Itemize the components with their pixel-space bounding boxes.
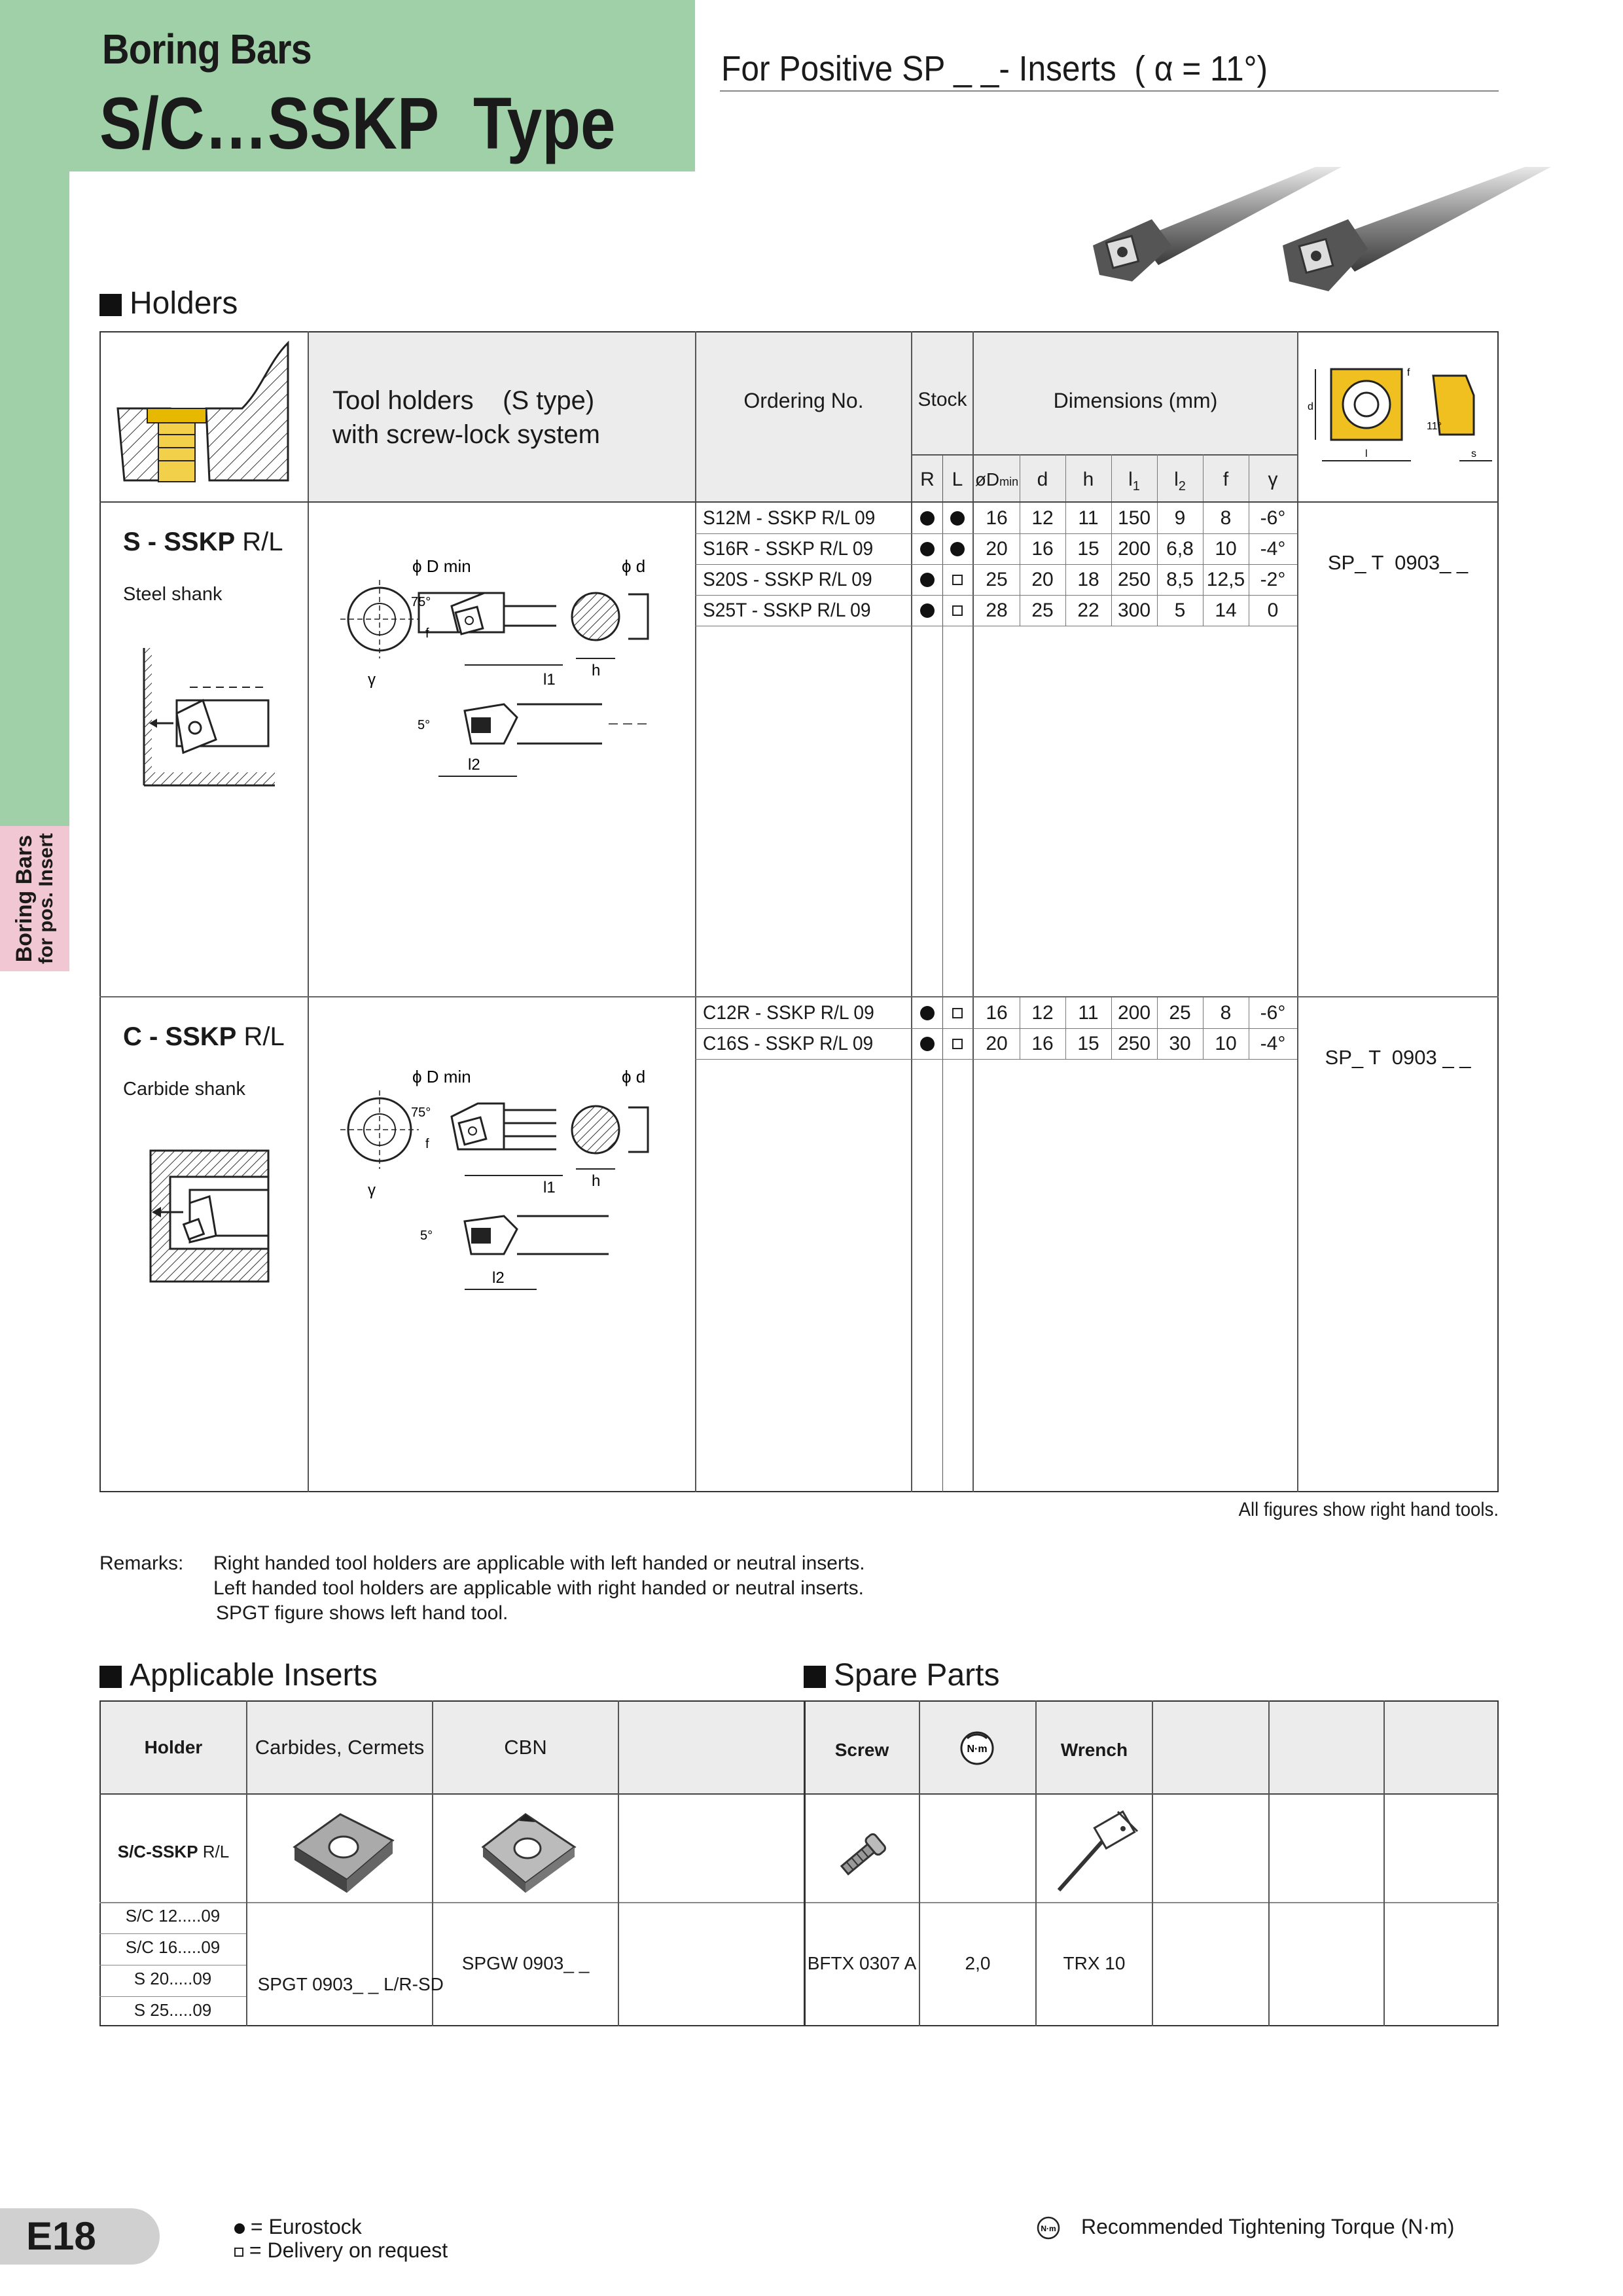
remarks-line-2: Left handed tool holders are applicable with right handed or neutral inserts. bbox=[213, 1577, 864, 1599]
eurostock-dot-icon bbox=[912, 595, 942, 626]
label-f: f bbox=[425, 626, 429, 641]
header-column-divider bbox=[1157, 454, 1158, 501]
bullet-square-icon bbox=[99, 294, 122, 316]
screw-icon bbox=[827, 1825, 893, 1890]
dimension-cell: 20 bbox=[1031, 569, 1054, 590]
group-s-shank: Steel shank bbox=[123, 584, 223, 605]
side-tab-line1: Boring Bars bbox=[12, 834, 37, 963]
holders-heading: Holders bbox=[99, 285, 238, 321]
dot-icon bbox=[234, 2223, 245, 2234]
carbide-insert-value: SPGT 0903_ _ L/R-SD bbox=[257, 1974, 444, 1994]
eurostock-dot-icon bbox=[912, 1028, 942, 1059]
label-h: h bbox=[592, 662, 601, 679]
group-c-insert: SP_ T 0903 _ _ bbox=[1325, 1046, 1471, 1069]
holders-desc-line1: Tool holders (S type) bbox=[332, 386, 595, 415]
svg-text:N·m: N·m bbox=[967, 1744, 988, 1755]
header-rule bbox=[720, 90, 1499, 92]
dimension-cell: 18 bbox=[1077, 569, 1099, 590]
col-ordering: Ordering No. bbox=[743, 389, 864, 412]
dimension-cell: 250 bbox=[1117, 1033, 1151, 1054]
delivery-square-icon bbox=[942, 564, 972, 595]
bullet-square-icon bbox=[804, 1666, 826, 1688]
subcol-f: f bbox=[1222, 469, 1229, 490]
side-tab bbox=[0, 826, 69, 971]
holders-footnote: All figures show right hand tools. bbox=[1238, 1499, 1499, 1520]
dimension-cell: 300 bbox=[1117, 600, 1151, 621]
c-label-d: ϕ d bbox=[622, 1067, 646, 1086]
label-dmin: ϕ D min bbox=[412, 556, 471, 576]
label-5: 5° bbox=[418, 718, 431, 732]
dimension-cell: 8 bbox=[1220, 507, 1232, 529]
subcol-l1: $l_1$ bbox=[1128, 469, 1140, 493]
column-divider bbox=[1157, 503, 1158, 626]
group-c-shank: Carbide shank bbox=[123, 1079, 245, 1100]
dimension-cell: 11 bbox=[1078, 507, 1099, 529]
remarks-line-1: Right handed tool holders are applicable with left handed or neutral inserts. bbox=[213, 1552, 865, 1574]
eurostock-dot-icon bbox=[912, 503, 942, 533]
ordering-number: C12R - SSKP R/L 09 bbox=[703, 1002, 874, 1024]
ordering-number: C16S - SSKP R/L 09 bbox=[703, 1033, 874, 1054]
dimension-cell: 5 bbox=[1174, 600, 1186, 621]
header-subtitle: For Positive SP _ _- Inserts ( α = 11°) bbox=[721, 49, 1268, 88]
dimension-cell: -4° bbox=[1260, 1033, 1286, 1054]
col-wrench: Wrench bbox=[1060, 1740, 1128, 1760]
svg-text:11°: 11° bbox=[1427, 421, 1442, 432]
label-75: 75° bbox=[411, 595, 431, 609]
cbn-insert-value: SPGW 0903_ _ bbox=[461, 1953, 590, 1973]
dimension-cell: 15 bbox=[1077, 1033, 1099, 1054]
subcol-d: d bbox=[1037, 469, 1048, 490]
remarks-line-3: SPGT figure shows left hand tool. bbox=[216, 1602, 508, 1624]
screw-value: BFTX 0307 A bbox=[807, 1953, 917, 1973]
dimension-cell: 20 bbox=[986, 1033, 1008, 1054]
label-l2: l2 bbox=[468, 756, 480, 774]
boring-bar-photo bbox=[1080, 167, 1577, 298]
c-label-h: h bbox=[592, 1172, 601, 1190]
dimension-cell: 250 bbox=[1117, 569, 1151, 590]
column-divider bbox=[1111, 503, 1112, 626]
eurostock-dot-icon bbox=[912, 997, 942, 1028]
spgw-insert-image bbox=[470, 1801, 581, 1899]
dimension-cell: 8 bbox=[1220, 1002, 1232, 1024]
torque-legend: Recommended Tightening Torque (N·m) bbox=[1081, 2215, 1455, 2238]
header-column-divider bbox=[1065, 454, 1066, 501]
torque-value: 2,0 bbox=[965, 1953, 991, 1973]
ordering-number: S20S - SSKP R/L 09 bbox=[703, 569, 872, 590]
delivery-square-icon bbox=[942, 1028, 972, 1059]
dimension-cell: 25 bbox=[1031, 600, 1054, 621]
dimension-cell: 8,5 bbox=[1166, 569, 1194, 590]
subcol-r: R bbox=[920, 469, 935, 490]
dimension-cell: -6° bbox=[1260, 1002, 1286, 1024]
legend-eurostock: = Eurostock bbox=[234, 2215, 362, 2239]
insert-dimension-drawing bbox=[1302, 336, 1495, 497]
column-divider bbox=[1203, 503, 1204, 626]
bullet-square-icon bbox=[99, 1666, 122, 1688]
c-dimension-drawing bbox=[340, 1064, 668, 1300]
eurostock-dot-icon bbox=[942, 533, 972, 564]
remarks-label: Remarks: bbox=[99, 1552, 184, 1574]
dimension-cell: 6,8 bbox=[1166, 538, 1194, 560]
holder-row-4: S 25.....09 bbox=[134, 2000, 212, 2020]
column-divider bbox=[1111, 997, 1112, 1059]
row-divider bbox=[695, 1059, 1297, 1060]
spgt-insert-image bbox=[281, 1801, 399, 1899]
dimension-cell: -4° bbox=[1260, 538, 1286, 560]
dimension-cell: 12 bbox=[1031, 1002, 1054, 1024]
column-divider bbox=[1065, 997, 1066, 1059]
s-dimension-drawing bbox=[340, 554, 668, 789]
eurostock-dot-icon bbox=[912, 533, 942, 564]
square-icon bbox=[234, 2248, 243, 2257]
dimension-cell: 30 bbox=[1169, 1033, 1191, 1054]
dimension-cell: 0 bbox=[1267, 600, 1279, 621]
dimension-cell: 25 bbox=[986, 569, 1008, 590]
col-screw: Screw bbox=[834, 1740, 889, 1760]
wrench-value: TRX 10 bbox=[1063, 1953, 1126, 1973]
dimension-cell: 22 bbox=[1077, 600, 1099, 621]
col-cbn: CBN bbox=[504, 1736, 547, 1759]
dimension-cell: 200 bbox=[1117, 1002, 1151, 1024]
dimension-cell: 14 bbox=[1215, 600, 1237, 621]
dimension-cell: 25 bbox=[1169, 1002, 1191, 1024]
legend-delivery: = Delivery on request bbox=[234, 2238, 448, 2263]
dimension-cell: 150 bbox=[1117, 507, 1151, 529]
header-category: Boring Bars bbox=[102, 26, 312, 73]
header-column-divider bbox=[1111, 454, 1112, 501]
screw-lock-section-drawing bbox=[111, 336, 301, 497]
header-column-divider bbox=[1203, 454, 1204, 501]
dimension-cell: 15 bbox=[1077, 538, 1099, 560]
page-number: E18 bbox=[26, 2214, 96, 2258]
column-divider bbox=[1203, 997, 1204, 1059]
ordering-number: S25T - SSKP R/L 09 bbox=[703, 600, 871, 621]
dimension-cell: 10 bbox=[1215, 538, 1237, 560]
side-band bbox=[0, 171, 69, 826]
group-c-name: C - SSKP R/L bbox=[123, 1022, 285, 1051]
subcol-l2: $l_2$ bbox=[1174, 469, 1186, 493]
svg-text:s: s bbox=[1471, 448, 1476, 459]
delivery-square-icon bbox=[942, 595, 972, 626]
subcol-gamma: γ bbox=[1268, 469, 1278, 490]
dimension-cell: 200 bbox=[1117, 538, 1151, 560]
delivery-square-icon bbox=[942, 997, 972, 1028]
svg-text:f: f bbox=[1407, 367, 1410, 378]
torque-legend-icon bbox=[1035, 2215, 1061, 2241]
c-label-dmin: ϕ D min bbox=[412, 1067, 471, 1086]
subcol-h: h bbox=[1082, 469, 1094, 490]
carbide-shank-sketch bbox=[144, 1144, 275, 1288]
c-label-5: 5° bbox=[420, 1229, 433, 1243]
holder-row-3: S 20.....09 bbox=[134, 1969, 212, 1988]
dimension-cell: 10 bbox=[1215, 1033, 1237, 1054]
c-label-l1: l1 bbox=[543, 1179, 556, 1196]
dimension-cell: 20 bbox=[986, 538, 1008, 560]
svg-text:d: d bbox=[1308, 401, 1313, 412]
dimension-cell: 28 bbox=[986, 600, 1008, 621]
svg-text:l: l bbox=[1365, 448, 1368, 459]
dimension-cell: -6° bbox=[1260, 507, 1286, 529]
c-label-f: f bbox=[425, 1137, 429, 1151]
dimension-cell: 12,5 bbox=[1206, 569, 1245, 590]
label-l1: l1 bbox=[543, 671, 556, 689]
dimension-cell: 16 bbox=[986, 1002, 1008, 1024]
dimension-cell: 16 bbox=[986, 507, 1008, 529]
column-divider bbox=[1065, 503, 1066, 626]
c-label-l2: l2 bbox=[492, 1269, 505, 1287]
c-label-gamma: γ bbox=[368, 1181, 376, 1199]
ordering-number: S12M - SSKP R/L 09 bbox=[703, 507, 876, 529]
holders-desc-line2: with screw-lock system bbox=[332, 420, 600, 449]
dimension-cell: 9 bbox=[1174, 507, 1186, 529]
col-dimensions: Dimensions (mm) bbox=[1053, 389, 1218, 412]
col-stock: Stock bbox=[918, 389, 967, 410]
inserts-holder-name: S/C-SSKP R/L bbox=[117, 1842, 230, 1861]
dimension-cell: 11 bbox=[1078, 1002, 1099, 1024]
dimension-cell: 12 bbox=[1031, 507, 1054, 529]
label-d: ϕ d bbox=[622, 556, 646, 576]
col-carbides: Carbides, Cermets bbox=[255, 1736, 425, 1759]
svg-text:N·m: N·m bbox=[1041, 2224, 1056, 2233]
group-s-insert: SP_ T 0903_ _ bbox=[1327, 551, 1469, 574]
steel-shank-sketch bbox=[137, 641, 281, 792]
holder-row-2: S/C 16.....09 bbox=[125, 1937, 221, 1957]
eurostock-dot-icon bbox=[942, 503, 972, 533]
wrench-icon bbox=[1046, 1805, 1144, 1897]
dimension-cell: 16 bbox=[1031, 538, 1054, 560]
dimension-cell: -2° bbox=[1260, 569, 1286, 590]
subcol-l: L bbox=[952, 469, 963, 490]
inserts-heading: Applicable Inserts bbox=[99, 1657, 378, 1693]
page-title: S/C…SSKP Type bbox=[99, 82, 616, 164]
c-label-75: 75° bbox=[411, 1105, 431, 1120]
torque-wrench-icon bbox=[958, 1729, 996, 1767]
holder-row-1: S/C 12.....09 bbox=[125, 1906, 221, 1926]
col-holder: Holder bbox=[144, 1737, 203, 1757]
group-s-name: S - SSKP R/L bbox=[123, 528, 283, 556]
side-tab-line2: for pos. Insert bbox=[35, 833, 57, 965]
column-divider bbox=[1157, 997, 1158, 1059]
subcol-dmin: øDmin bbox=[974, 469, 1019, 490]
eurostock-dot-icon bbox=[912, 564, 942, 595]
spare-heading: Spare Parts bbox=[804, 1657, 999, 1693]
ordering-number: S16R - SSKP R/L 09 bbox=[703, 538, 874, 560]
label-gamma: γ bbox=[368, 671, 376, 689]
dimension-cell: 16 bbox=[1031, 1033, 1054, 1054]
